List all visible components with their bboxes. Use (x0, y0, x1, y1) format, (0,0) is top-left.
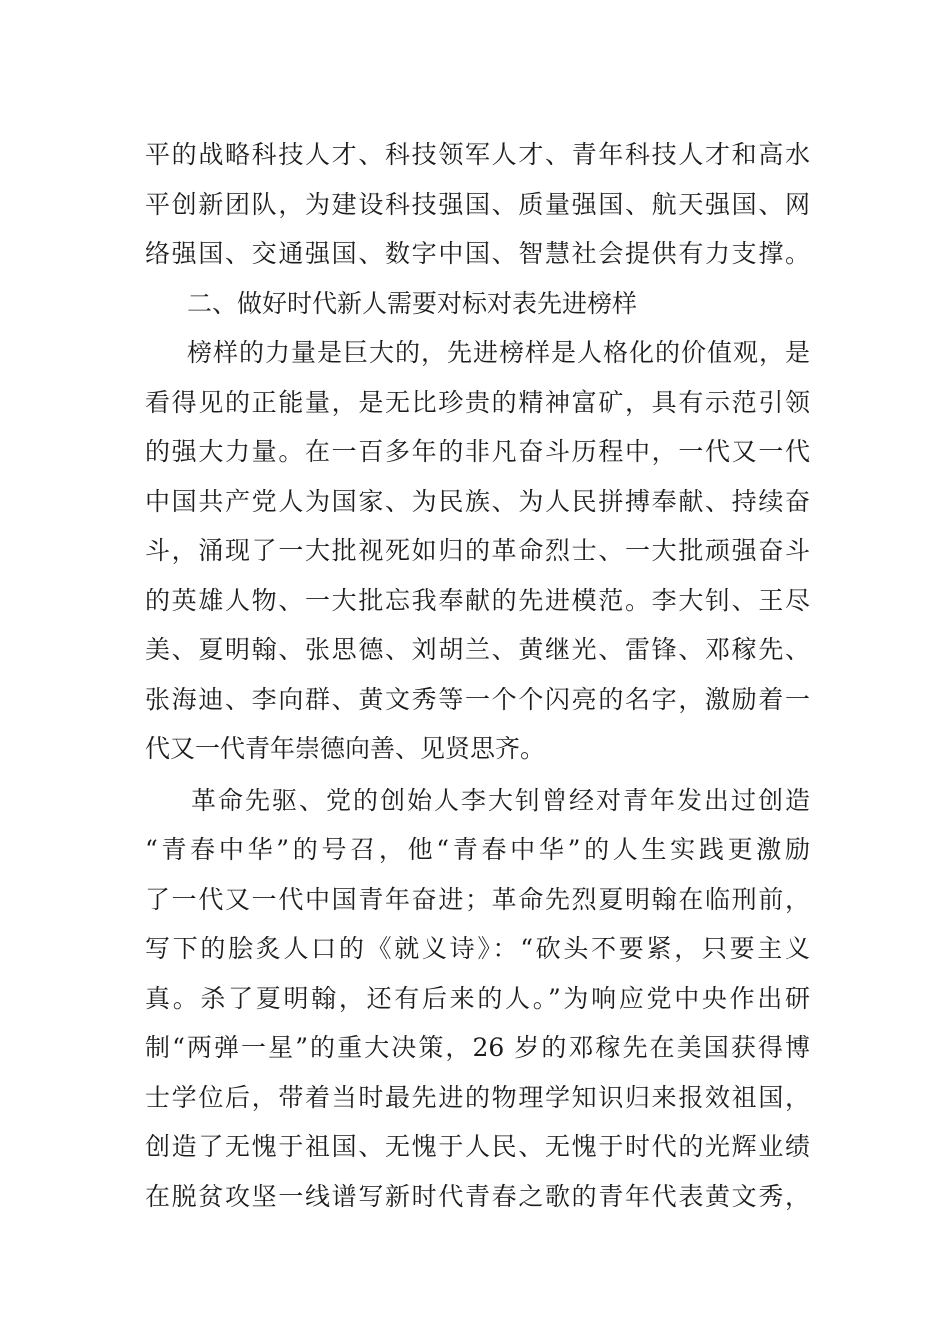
text-line: 看得见的正能量，是无比珍贵的精神富矿，具有示范引领 (145, 387, 810, 417)
text-line: 张海迪、李向群、黄文秀等一个个闪亮的名字，激励着一 (145, 684, 810, 714)
text-line: 的英雄人物、一大批忘我奉献的先进模范。李大钊、王尽 (145, 585, 810, 615)
text-line: 络强国、交通强国、数字中国、智慧社会提供有力支撑。 (145, 239, 810, 268)
text-line: 了一代又一代中国青年奋进；革命先烈夏明翰在临刑前， (145, 884, 810, 914)
text-line: 在脱贫攻坚一线谱写新时代青春之歌的青年代表黄文秀， (145, 1181, 810, 1211)
text-line: 的强大力量。在一百多年的非凡奋斗历程中，一代又一代 (145, 437, 810, 466)
text-line: 平的战略科技人才、科技领军人才、青年科技人才和高水 (145, 140, 810, 169)
text-line: 中国共产党人为国家、为民族、为人民拼搏奉献、持续奋 (145, 486, 810, 516)
text-line: 制“两弹一星”的重大决策，26 岁的邓稼先在美国获得博 (145, 1033, 810, 1062)
document-body (145, 130, 810, 1221)
text-line: “青春中华”的号召，他“青春中华”的人生实践更激励 (145, 835, 810, 864)
text-line: 榜样的力量是巨大的，先进榜样是人格化的价值观，是 (187, 338, 810, 367)
text-line: 真。杀了夏明翰，还有后来的人。”为响应党中央作出研 (145, 983, 810, 1013)
text-line: 斗，涌现了一大批视死如归的革命烈士、一大批顽强奋斗 (145, 536, 810, 565)
text-line: 平创新团队，为建设科技强国、质量强国、航天强国、网 (145, 189, 810, 219)
text-line: 美、夏明翰、张思德、刘胡兰、黄继光、雷锋、邓稼先、 (145, 635, 810, 664)
text-line: 创造了无愧于祖国、无愧于人民、无愧于时代的光辉业绩 (145, 1132, 810, 1161)
text-line: 革命先驱、党的创始人李大钊曾经对青年发出过创造 (191, 785, 810, 815)
text-line: 写下的脍炙人口的《就义诗》：“砍头不要紧，只要主义 (145, 934, 810, 963)
text-line: 代又一代青年崇德向善、见贤思齐。 (145, 734, 546, 763)
section-heading: 二、做好时代新人需要对标对表先进榜样 (187, 288, 638, 318)
text-line: 士学位后，带着当时最先进的物理学知识归来报效祖国， (145, 1082, 810, 1112)
